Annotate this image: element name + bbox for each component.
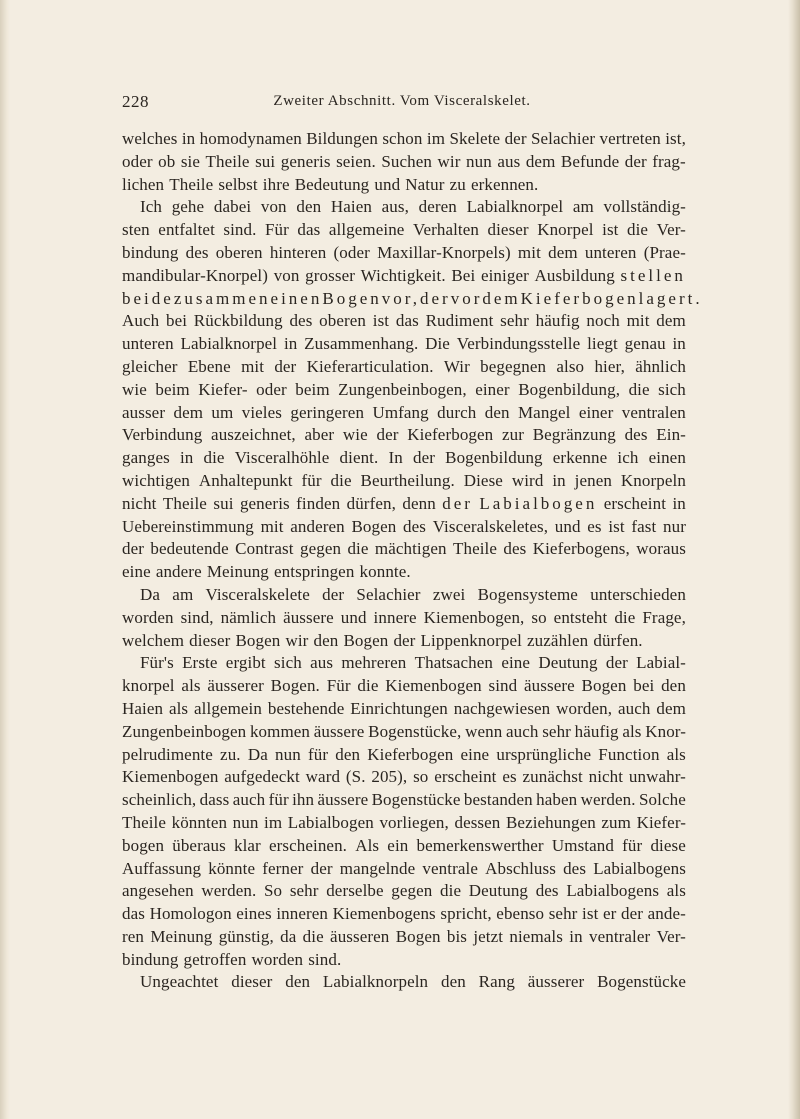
text-line: ren Meinung günstig, da die äusseren Bogen bis jetzt niemals in ventraler Ver- bbox=[122, 926, 686, 946]
text-line: der bedeutende Contrast gegen die mächtigen Theile des Kieferbogens, woraus bbox=[122, 539, 686, 559]
text-line: bindung des oberen hinteren (oder Maxillar-Knorpels) mit dem unteren (Prae- bbox=[122, 242, 686, 262]
text-line: ganges in die Visceralhöhle dient. In der Bogenbildung erkenne ich einen bbox=[122, 448, 686, 468]
text-line: das Homologon eines inneren Kiemenbogens spricht, ebenso sehr ist er der ande- bbox=[122, 904, 686, 924]
text-line: pelrudimente zu. Da nun für den Kieferbogen eine ursprüngliche Function als bbox=[122, 744, 686, 764]
text-line: ausser dem um vieles geringeren Umfang durch den Mangel einer ventralen bbox=[122, 402, 686, 422]
text-line: Haien als allgemein bestehende Einrichtungen nachgewiesen worden, auch dem bbox=[122, 698, 686, 718]
text-line: oder ob sie Theile sui generis seien. Suchen wir nun aus dem Befunde der frag- bbox=[122, 151, 686, 171]
text-line: mandibular-Knorpel) von grosser Wichtigkeit. Bei einiger Ausbildung stellen bbox=[122, 265, 686, 285]
text-line: Theile könnten nun im Labialbogen vorliegen, dessen Beziehungen zum Kiefer- bbox=[122, 812, 686, 832]
text-line: bogen überaus klar erscheinen. Als ein bemerkenswerther Umstand für diese bbox=[122, 835, 686, 855]
text-line: welches in homodynamen Bildungen schon im Skelete der Selachier vertreten ist, bbox=[122, 129, 686, 148]
text-line: Auffassung könnte ferner der mangelnde ventrale Abschluss des Labialbogens bbox=[122, 858, 686, 878]
text-line: Zungenbeinbogen kommen äussere Bogenstücke, wenn auch sehr häufig als Knor- bbox=[122, 721, 686, 741]
text-line: Da am Visceralskelete der Selachier zwei Bogensysteme unterschieden bbox=[140, 584, 686, 604]
text-line: Kiemenbogen aufgedeckt ward (S. 205), so erscheint es zunächst nicht unwahr- bbox=[122, 767, 686, 787]
text-line: scheinlich, dass auch für ihn äussere Bogenstücke bestanden haben werden. Solche bbox=[122, 790, 686, 810]
body-text bbox=[122, 128, 703, 994]
text-line: worden sind, nämlich äussere und innere Kiemenbogen, so entsteht die Frage, bbox=[122, 607, 686, 627]
text-line: Für's Erste ergibt sich aus mehreren Thatsachen eine Deutung der Labial- bbox=[140, 653, 686, 673]
text-line: wichtigen Anhaltepunkt für die Beurtheilung. Diese wird in jenen Knorpeln bbox=[122, 470, 686, 490]
text-line: welchem dieser Bogen wir den Bogen der Lippenknorpel zuzählen dürfen. bbox=[122, 630, 643, 650]
text-line: wie beim Kiefer- oder beim Zungenbeinbogen, einer Bogenbildung, die sich bbox=[122, 379, 686, 399]
text-line: lichen Theile selbst ihre Bedeutung und Natur zu erkennen. bbox=[122, 174, 539, 194]
text-line: knorpel als äusserer Bogen. Für die Kiemenbogen sind äussere Bogen bei den bbox=[122, 676, 686, 696]
text-line: beide zusammen einen Bogen vor, der vor dem Kieferbogen lagert. bbox=[122, 288, 703, 308]
text-line: Ich gehe dabei von den Haien aus, deren Labialknorpel am vollständig- bbox=[140, 197, 686, 217]
text-line: gleicher Ebene mit der Kieferarticulation. Wir begegnen also hier, ähnlich bbox=[122, 356, 686, 376]
text-line: Verbindung auszeichnet, aber wie der Kieferbogen zur Begränzung des Ein- bbox=[122, 425, 686, 445]
text-line: eine andere Meinung entspringen konnte. bbox=[122, 562, 411, 582]
running-title: Zweiter Abschnitt. Vom Visceralskelet. bbox=[273, 93, 531, 109]
text-line: unteren Labialknorpel in Zusammenhang. Die Verbindungsstelle liegt genau in bbox=[122, 334, 686, 354]
text-line: Auch bei Rückbildung des oberen ist das Rudiment sehr häufig noch mit dem bbox=[122, 311, 686, 331]
text-line: nicht Theile sui generis finden dürfen, denn der Labialbogen erscheint in bbox=[122, 493, 686, 513]
text-line: sten entfaltet sind. Für das allgemeine Verhalten dieser Knorpel ist die Ver- bbox=[122, 220, 686, 240]
text-line: Ungeachtet dieser den Labialknorpeln den Rang äusserer Bogenstücke bbox=[140, 972, 686, 992]
page-number: 228 bbox=[122, 92, 149, 111]
page-header bbox=[122, 92, 682, 114]
text-line: bindung getroffen worden sind. bbox=[122, 949, 342, 969]
text-line: Uebereinstimmung mit anderen Bogen des Visceralskeletes, und es ist fast nur bbox=[122, 516, 686, 536]
text-line: angesehen werden. So sehr derselbe gegen die Deutung des Labialbogens als bbox=[122, 881, 686, 901]
page-edge-left bbox=[0, 0, 10, 1119]
page-edge-right bbox=[788, 0, 800, 1119]
